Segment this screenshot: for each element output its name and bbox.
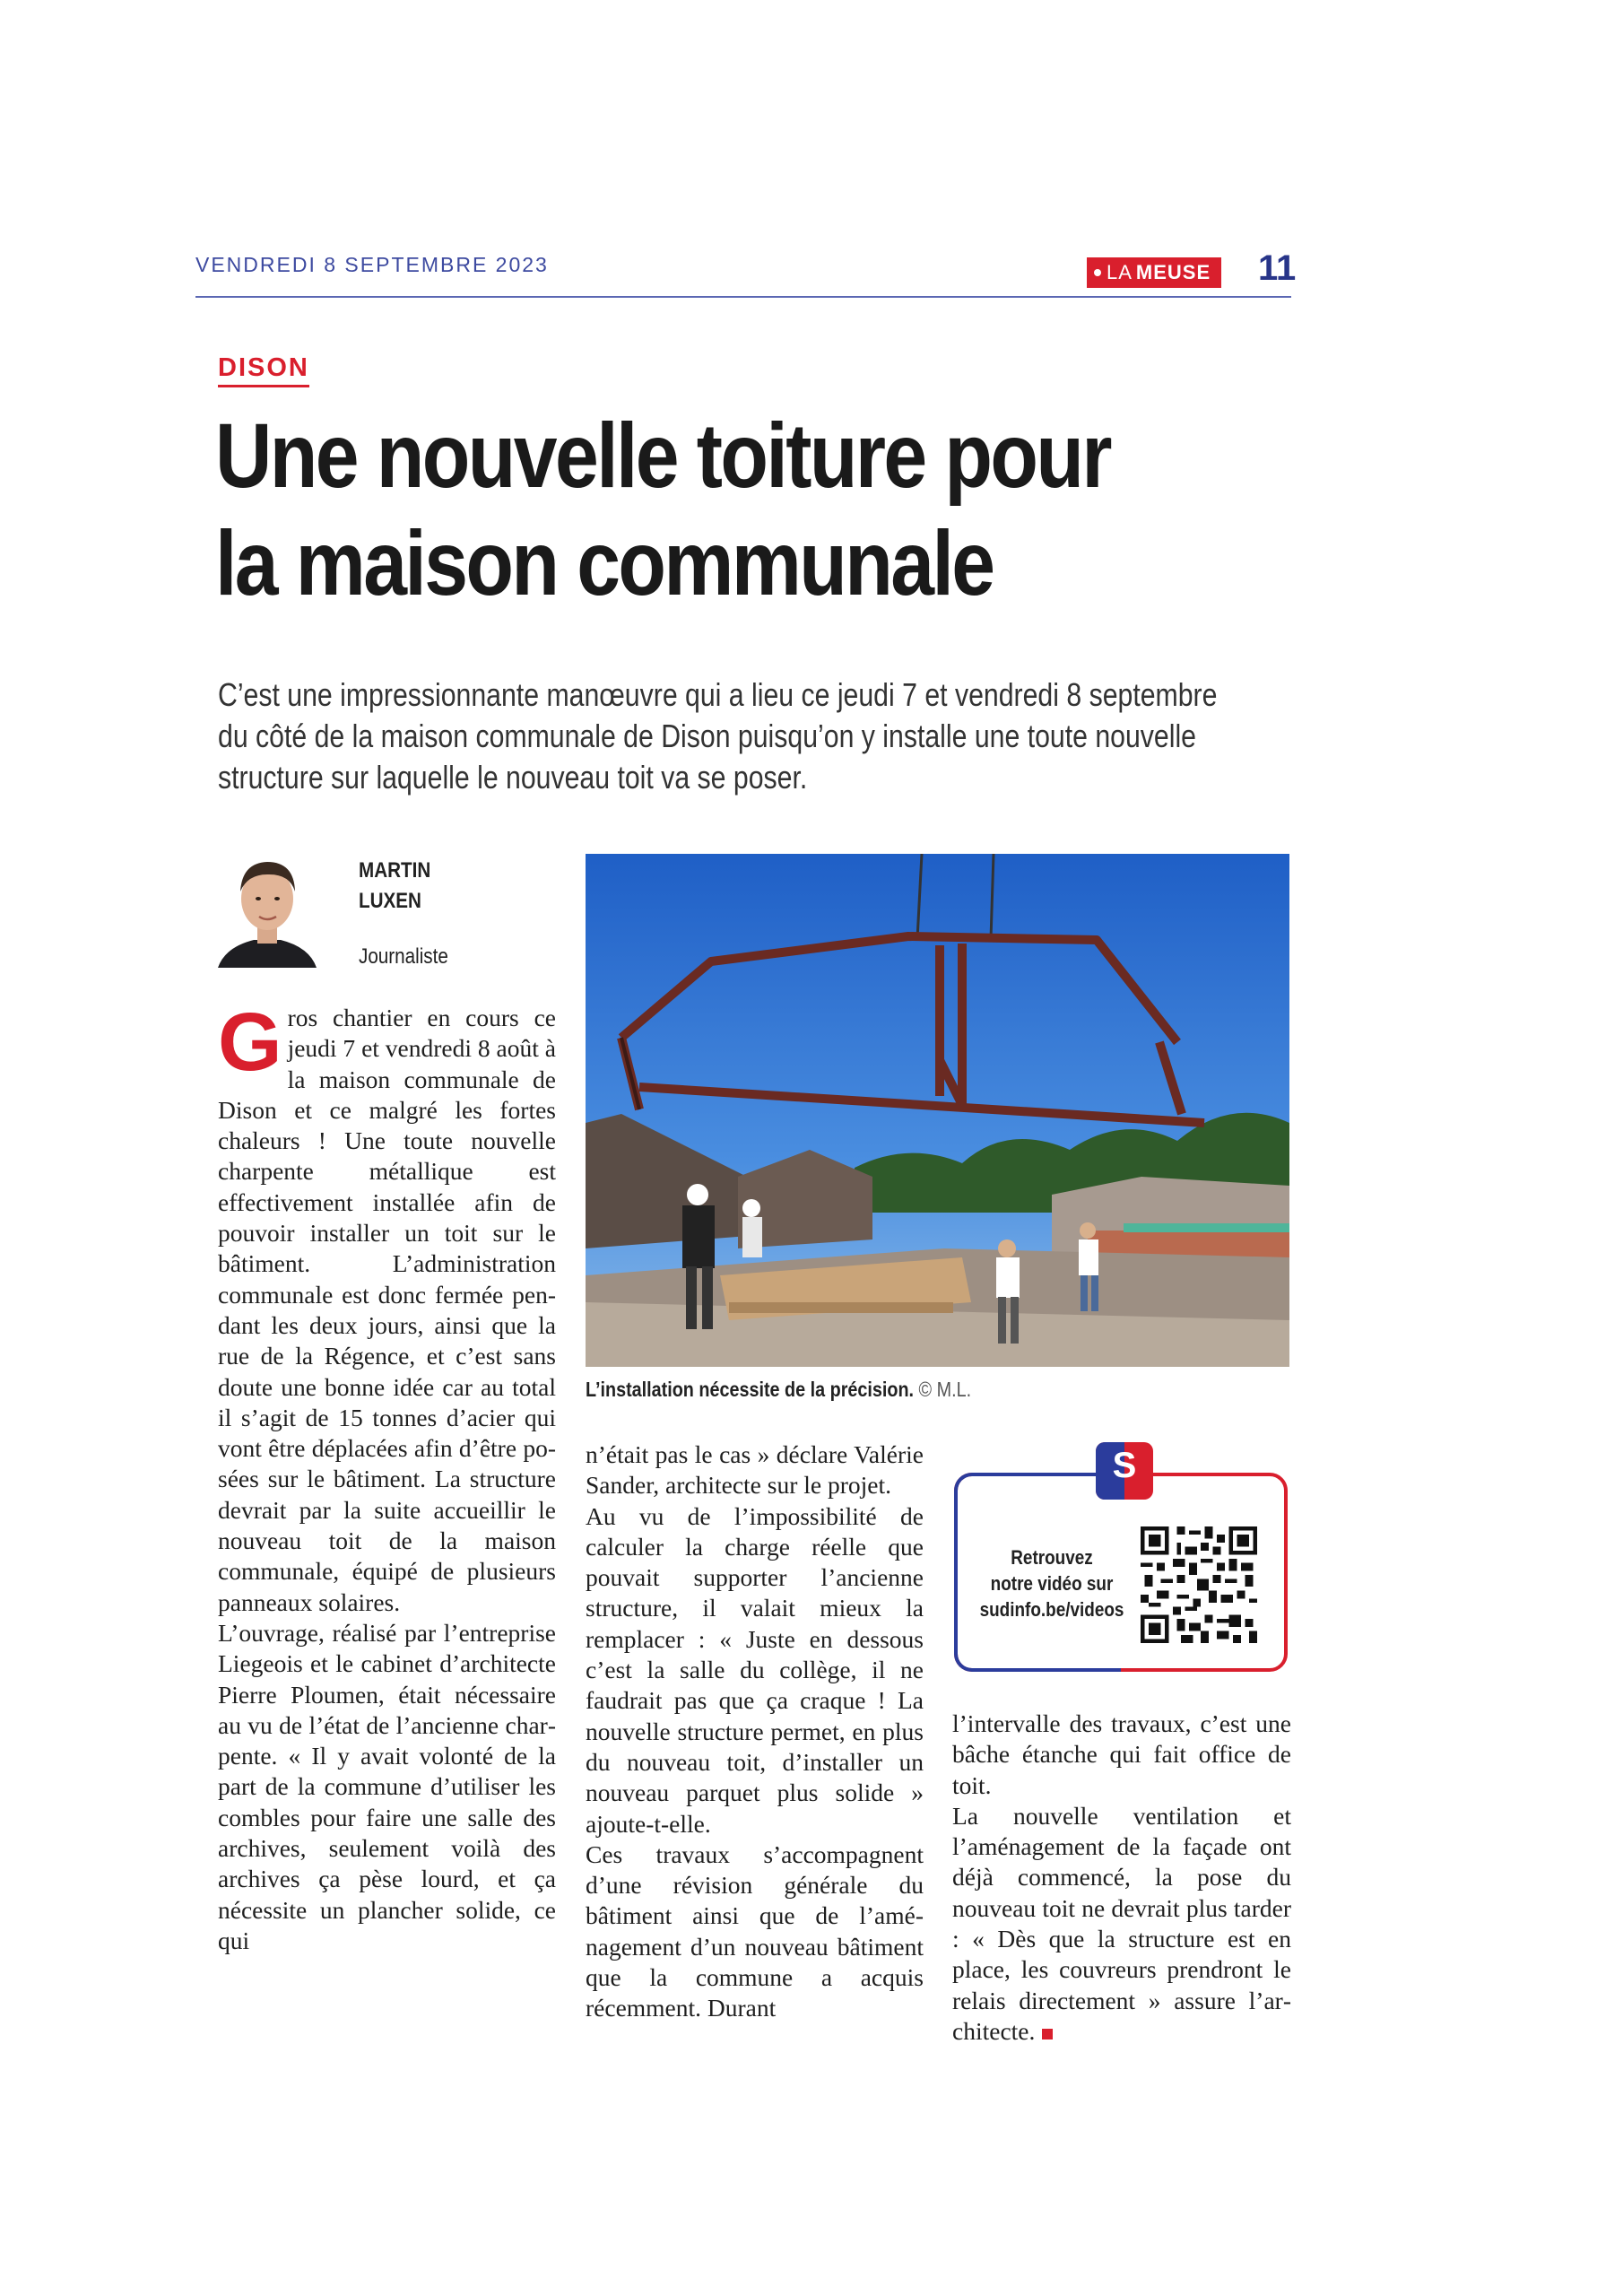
lead-paragraph: C’est une impressionnante manœuvre qui a lieu ce jeudi 7 et vendredi 8 septembre du côté de la maison communale de Dison puisqu’on y installe une toute nouvelle structure sur laquelle le nouveau toit va se poser. bbox=[218, 676, 1218, 796]
logo-dot-icon bbox=[1094, 269, 1101, 276]
body-column-1 bbox=[218, 996, 556, 1956]
body-paragraph: l’intervalle des travaux, c’est une bâche étanche qui fait office de toit. bbox=[952, 1709, 1291, 1799]
drop-cap: G bbox=[218, 996, 282, 1088]
author-first-name: MARTIN bbox=[359, 858, 431, 883]
photo-credit: © M.L. bbox=[918, 1378, 972, 1401]
paragraph-text: ros chantier en cours ce jeudi 7 et vendredi 8 août à la maison communale de Dison et ce malgré les fortes chaleurs ! Une toute nouvelle charpente métallique est effectivement installée afin de pouvoir installer un toit sur le bâtiment. L’administration communale est donc fermée pendant les deux jours, ainsi que la rue de la Régence, et c’est sans doute une bonne idée car au total il s’agit de 15 tonnes d’acier qui vont être déplacées afin d’être posées sur le bâtiment. La structure devrait par la suite accueillir le nouveau toit de la maison communale, équipé de plusieurs panneaux solaires. bbox=[218, 1004, 556, 1616]
headline bbox=[215, 402, 1156, 617]
promo-line-2: notre vidéo sur bbox=[990, 1572, 1114, 1595]
body-paragraph bbox=[218, 996, 556, 1618]
la-meuse-logo bbox=[1087, 257, 1221, 288]
logo-la-text: LA bbox=[1107, 261, 1133, 283]
sudinfo-logo-icon bbox=[1096, 1442, 1153, 1500]
logo-meuse-text: MEUSE bbox=[1135, 261, 1211, 283]
author-last-name: LUXEN bbox=[359, 889, 421, 913]
article-photo bbox=[586, 854, 1289, 1367]
promo-line-1: Retrouvez bbox=[1011, 1546, 1093, 1569]
author-name bbox=[359, 856, 430, 917]
page-number: 11 bbox=[1258, 248, 1297, 288]
promo-link[interactable]: sudinfo.be/videos bbox=[979, 1598, 1124, 1621]
end-of-article-icon bbox=[1042, 2029, 1053, 2039]
author-role: Journaliste bbox=[359, 944, 448, 969]
body-paragraph: L’ouvrage, réalisé par l’entreprise Liegeois et le cabinet d’architecte Pierre Ploumen, était nécessaire au vu de l’état de l’ancienne charpente. « Il y avait volonté de la part de la commune d’utiliser les combles pour faire une salle des archives, seulement voilà des archives ça pèse lourd, et ça nécessite un plancher solide, ce qui bbox=[218, 1618, 556, 1954]
body-paragraph: Au vu de l’impossibilité de calculer la charge réelle que pouvait supporter l’ancienne structure, il valait mieux la remplacer : « Juste en dessous c’est la salle du collège, il ne faudrait pas que ça craque ! La nouvelle structure permet, en plus du nouveau toit, d’installer un nouveau parquet plus solide » ajoute-t-elle. bbox=[586, 1501, 924, 1838]
section-label: DISON bbox=[218, 353, 309, 387]
paragraph-text: La nouvelle ventilation et l’aménagement de la façade ont déjà commencé, la pose du nouveau toit ne devrait plus tarder : « Dès que la structure est en place, les couvreurs prendront le relais directement » assure l’architecte. bbox=[952, 1801, 1291, 2045]
promo-text[interactable] bbox=[978, 1544, 1124, 1622]
headline-line-1: Une nouvelle toiture pour bbox=[215, 404, 1110, 507]
photo-caption-text: L’installation nécessite de la précision. bbox=[586, 1378, 915, 1401]
qr-code-icon[interactable] bbox=[1141, 1526, 1257, 1643]
body-paragraph: Ces travaux s’accompagnent d’une révision générale du bâtiment ainsi que de l’aménagement d’un nouveau bâtiment que la commune a acquis récemment. Durant bbox=[586, 1839, 924, 2022]
body-paragraph bbox=[952, 1801, 1291, 2047]
headline-line-2: la maison communale bbox=[215, 512, 994, 614]
body-column-2 bbox=[586, 1439, 924, 2024]
sudinfo-badge-letter: S bbox=[1112, 1446, 1137, 1485]
author-avatar bbox=[218, 847, 317, 968]
header-rule bbox=[195, 296, 1291, 298]
body-paragraph: n’était pas le cas » déclare Valérie Sander, architecte sur le projet. bbox=[586, 1440, 924, 1500]
issue-date: VENDREDI 8 SEPTEMBRE 2023 bbox=[195, 253, 549, 276]
photo-caption bbox=[586, 1378, 971, 1402]
body-column-3 bbox=[952, 1709, 1291, 2047]
